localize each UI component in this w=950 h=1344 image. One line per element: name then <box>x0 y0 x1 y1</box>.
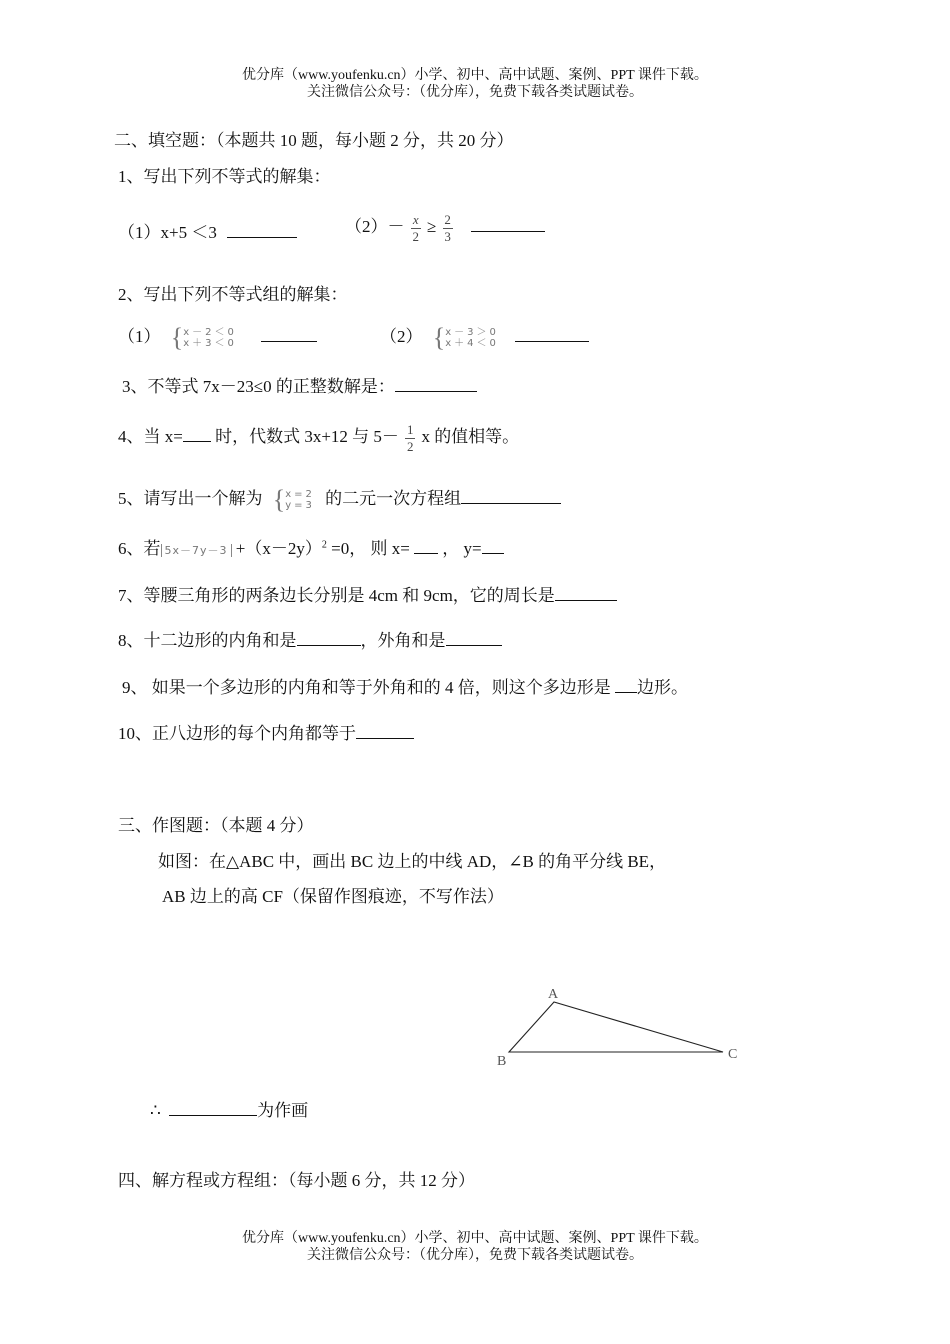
triangle-abc-figure <box>490 980 750 1070</box>
q9-text-a: 9、 如果一个多边形的内角和等于外角和的 4 倍，则这个多边形是 <box>122 678 611 697</box>
q4-text-a: 4、当 x= <box>118 427 183 446</box>
label-b: B <box>497 1054 507 1069</box>
q8 <box>118 626 502 651</box>
q5-blank[interactable] <box>461 489 561 504</box>
q5-sys-row1: x=2 <box>285 489 315 501</box>
q1-stem: 1、写出下列不等式的解集： <box>118 167 331 186</box>
q1-frac-num: x <box>412 211 419 227</box>
q5-solution-system <box>273 487 315 513</box>
q1-part1-text: （1）x+5 ＜3 <box>118 223 217 242</box>
q2-part2-blank[interactable] <box>515 327 589 342</box>
q1-part2-fraction-right <box>443 213 453 244</box>
conclusion-blank[interactable] <box>169 1101 257 1116</box>
label-c: C <box>728 1047 738 1062</box>
q6-text-b: +（x－2y） <box>235 539 322 558</box>
q6-text-c: =0， <box>331 539 367 558</box>
q2-part2-label: （2） <box>380 327 423 346</box>
conclusion-text: 为作画 <box>257 1101 309 1120</box>
q1-part2-fraction-left <box>411 213 421 244</box>
q10-text: 10、正八边形的每个内角都等于 <box>118 724 356 743</box>
q1-rfrac-num: 2 <box>444 211 451 227</box>
q7-blank[interactable] <box>555 586 617 601</box>
section-3-line-1: 如图：在△ABC 中，画出 BC 边上的中线 AD，∠B 的角平分线 BE， <box>158 852 667 871</box>
q4-text-b: 时，代数式 3x+12 与 5－ <box>215 427 399 446</box>
q2-part1-label: （1） <box>118 327 161 346</box>
q4-frac-den: 2 <box>406 438 414 454</box>
footer-line-2: 关注微信公众号：（优分库），免费下载各类试题试卷。 <box>307 1248 643 1263</box>
q4 <box>118 422 519 454</box>
q1-part2-prefix: （2）－ <box>345 217 405 236</box>
q8-text-a: 8、十二边形的内角和是 <box>118 631 297 650</box>
q6-y-blank[interactable] <box>482 539 504 554</box>
left-brace-icon: { <box>272 485 286 515</box>
q8-text-b: ，外角和是 <box>360 631 446 650</box>
q2-part1 <box>118 322 317 351</box>
section-3-title: 三、作图题：（本题 4 分） <box>118 816 314 835</box>
q3 <box>122 372 477 397</box>
q2-part2 <box>380 322 589 351</box>
q6-text-e: ， <box>442 539 460 558</box>
q1-part2-relation: ≥ <box>427 217 437 236</box>
q8-blank-1[interactable] <box>297 631 361 646</box>
q4-text-c: x 的值相等。 <box>421 427 520 446</box>
therefore-symbol: ∴ <box>150 1101 161 1120</box>
q3-blank[interactable] <box>395 377 477 392</box>
q6-text-a: 6、若 <box>118 539 161 558</box>
q2-sys1-row1: x－2＜0 <box>183 327 237 339</box>
section-3-line-2: AB 边上的高 CF（保留作图痕迹，不写作法） <box>162 887 504 906</box>
label-a: A <box>548 987 559 1002</box>
triangle-abc <box>509 1002 723 1052</box>
q6-exponent: 2 <box>321 539 327 551</box>
q8-blank-2[interactable] <box>446 631 502 646</box>
header-line-1: 优分库（www.youfenku.cn）小学、初中、高中试题、案例、PPT 课件下载。 <box>242 68 708 83</box>
q2-sys1-row2: x＋3＜0 <box>183 338 237 350</box>
q7 <box>118 581 617 606</box>
header-line-2: 关注微信公众号：（优分库），免费下载各类试题试卷。 <box>307 85 643 100</box>
section-4-title: 四、解方程或方程组：（每小题 6 分，共 12 分） <box>118 1171 475 1190</box>
q6 <box>118 534 504 559</box>
section-2-title: 二、填空题：（本题共 10 题，每小题 2 分，共 20 分） <box>114 131 514 150</box>
q6-text-d: 则 x= <box>370 539 410 558</box>
q2-system-2 <box>433 325 499 351</box>
section-3-conclusion <box>150 1096 308 1121</box>
q5-text-a: 5、请写出一个解为 <box>118 489 263 508</box>
q4-fraction <box>405 423 415 454</box>
q1-part1 <box>118 218 297 243</box>
q1-rfrac-den: 3 <box>444 228 451 244</box>
q1-part2-blank[interactable] <box>471 217 545 232</box>
q7-text: 7、等腰三角形的两条边长分别是 4cm 和 9cm，它的周长是 <box>118 586 555 605</box>
footer-line-1: 优分库（www.youfenku.cn）小学、初中、高中试题、案例、PPT 课件下载。 <box>242 1231 708 1246</box>
q1-part1-blank[interactable] <box>227 223 297 238</box>
q2-system-1 <box>171 325 237 351</box>
q1-part2 <box>345 212 545 244</box>
left-brace-icon: { <box>170 323 184 353</box>
q5-sys-row2: y=3 <box>285 500 315 512</box>
q9-blank[interactable] <box>615 678 637 693</box>
q2-sys2-row1: x－3＞0 <box>445 327 499 339</box>
q2-part1-blank[interactable] <box>261 327 317 342</box>
q2-stem: 2、写出下列不等式组的解集： <box>118 285 348 304</box>
q2-sys2-row2: x＋4＜0 <box>445 338 499 350</box>
page-footer <box>0 1230 950 1264</box>
q6-absolute-value: 5x－7y－3 <box>161 544 232 557</box>
q10-blank[interactable] <box>356 724 414 739</box>
q9 <box>122 673 688 698</box>
q1-frac-den: 2 <box>412 228 419 244</box>
q4-blank[interactable] <box>183 427 211 442</box>
q6-text-f: y= <box>463 539 482 558</box>
page-header <box>0 67 950 101</box>
q4-frac-num: 1 <box>406 421 414 437</box>
q5-text-b: 的二元一次方程组 <box>325 489 462 508</box>
q10 <box>118 719 414 744</box>
q3-text: 3、不等式 7x－23≤0 的正整数解是： <box>122 377 395 396</box>
q5 <box>118 484 561 513</box>
q9-text-b: 边形。 <box>637 678 688 697</box>
q6-x-blank[interactable] <box>414 539 438 554</box>
left-brace-icon: { <box>432 323 446 353</box>
